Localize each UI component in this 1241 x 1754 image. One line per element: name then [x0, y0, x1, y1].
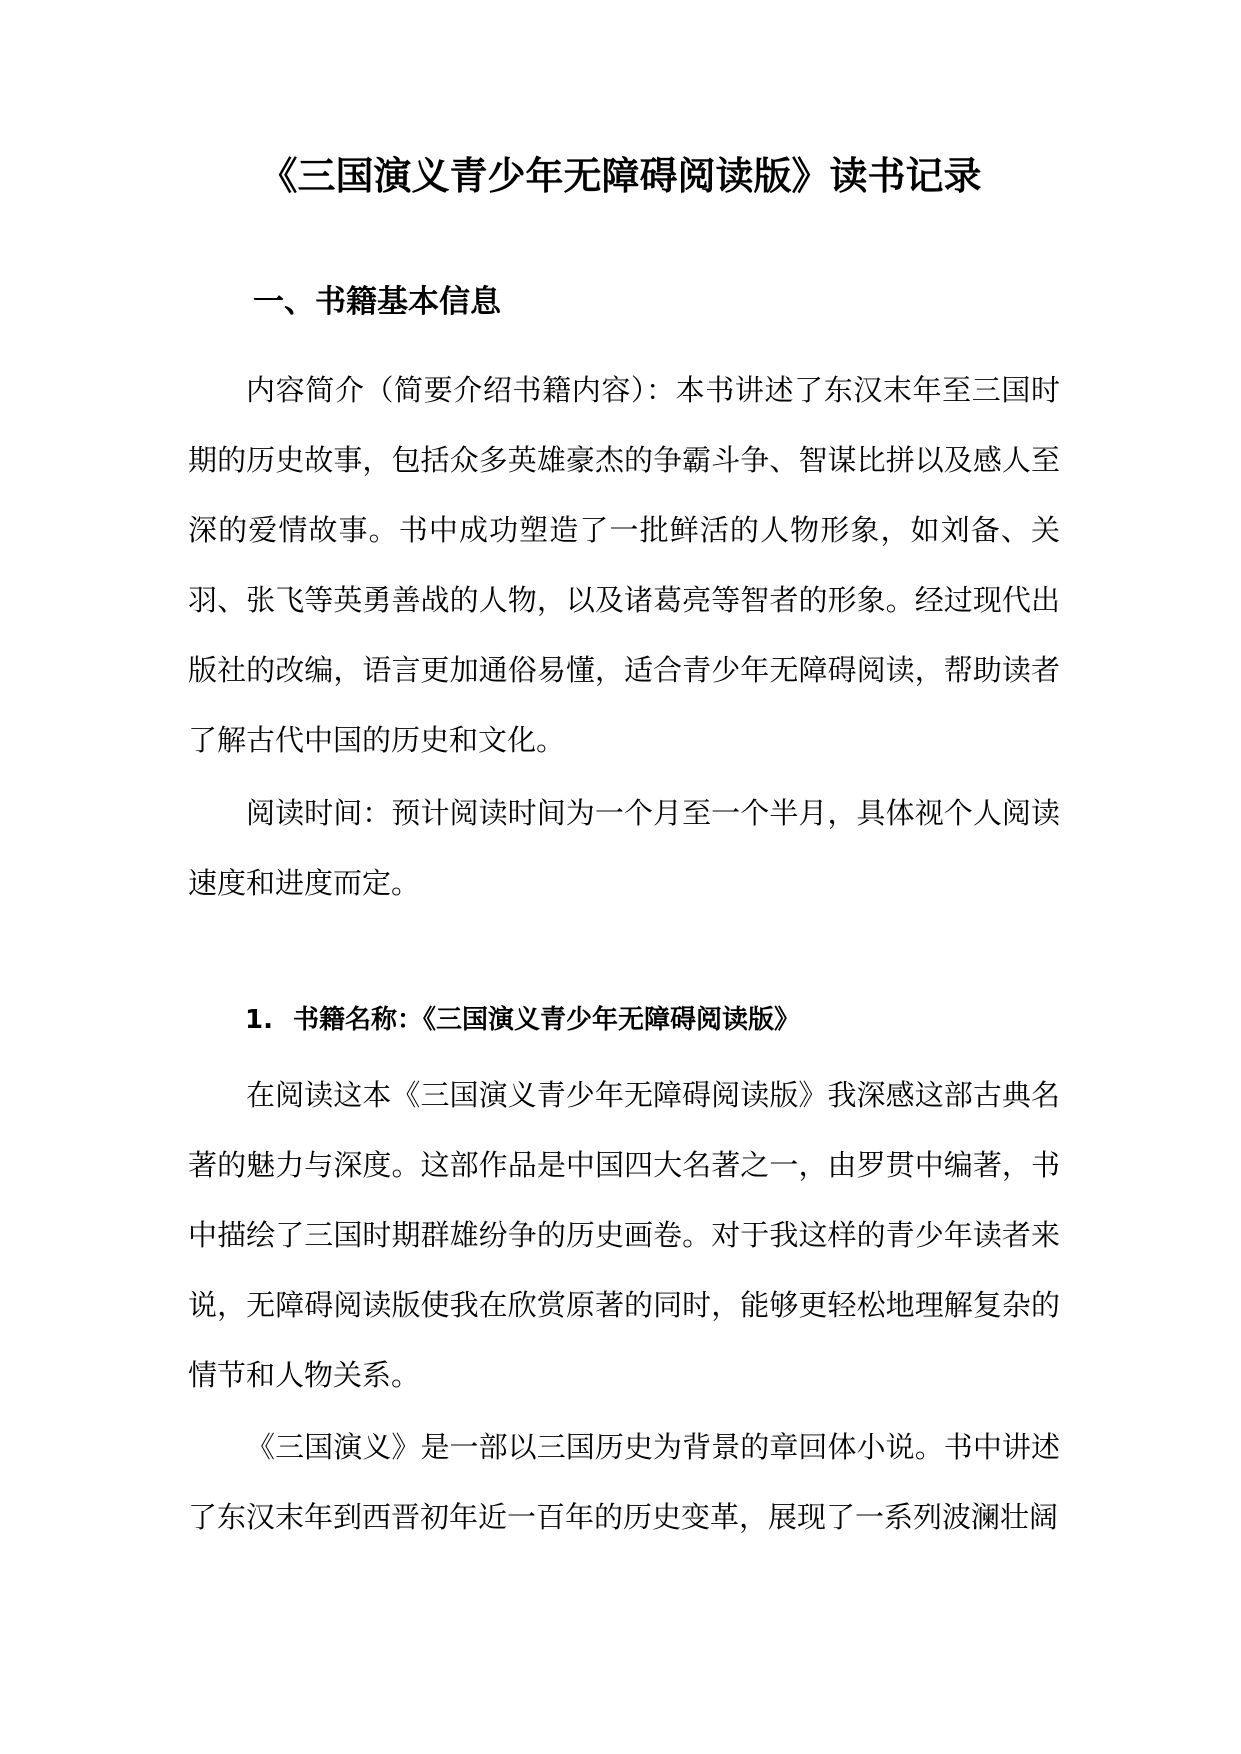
reflection-paragraph: 在阅读这本《三国演义青少年无障碍阅读版》我深感这部古典名著的魅力与深度。这部作品是中国四大名著之一，由罗贯中编著，书中描绘了三国时期群雄纷争的历史画卷。对于我这样的青少年读者来说，无障碍阅读版使我在欣赏原著的同时，能够更轻松地理解复杂的情节和人物关系。: [188, 1078, 1060, 1392]
reading-time-paragraph: 阅读时间：预计阅读时间为一个月至一个半月，具体视个人阅读速度和进度而定。: [188, 796, 1060, 900]
reflection-paragraph: 《三国演义》是一部以三国历史为背景的章回体小说。书中讲述了东汉末年到西晋初年近一百年的历史变革，展现了一系列波澜壮阔: [188, 1430, 1060, 1534]
item-number: 1.: [245, 1005, 273, 1035]
item-heading-book-name: [245, 1000, 800, 1040]
document-title: 《三国演义青少年无障碍阅读版》读书记录: [259, 154, 982, 198]
item-heading-text: 书籍名称：《三国演义青少年无障碍阅读版》: [293, 1005, 801, 1035]
intro-paragraph: 内容简介（简要介绍书籍内容）：本书讲述了东汉末年至三国时期的历史故事，包括众多英雄豪杰的争霸斗争、智谋比拼以及感人至深的爱情故事。书中成功塑造了一批鲜活的人物形象，如刘备、关羽、张飞等英勇善战的人物，以及诸葛亮等智者的形象。经过现代出版社的改编，语言更加通俗易懂，适合青少年无障碍阅读，帮助读者了解古代中国的历史和文化。: [188, 373, 1060, 757]
section-heading-basic-info: 一、书籍基本信息: [253, 284, 501, 320]
